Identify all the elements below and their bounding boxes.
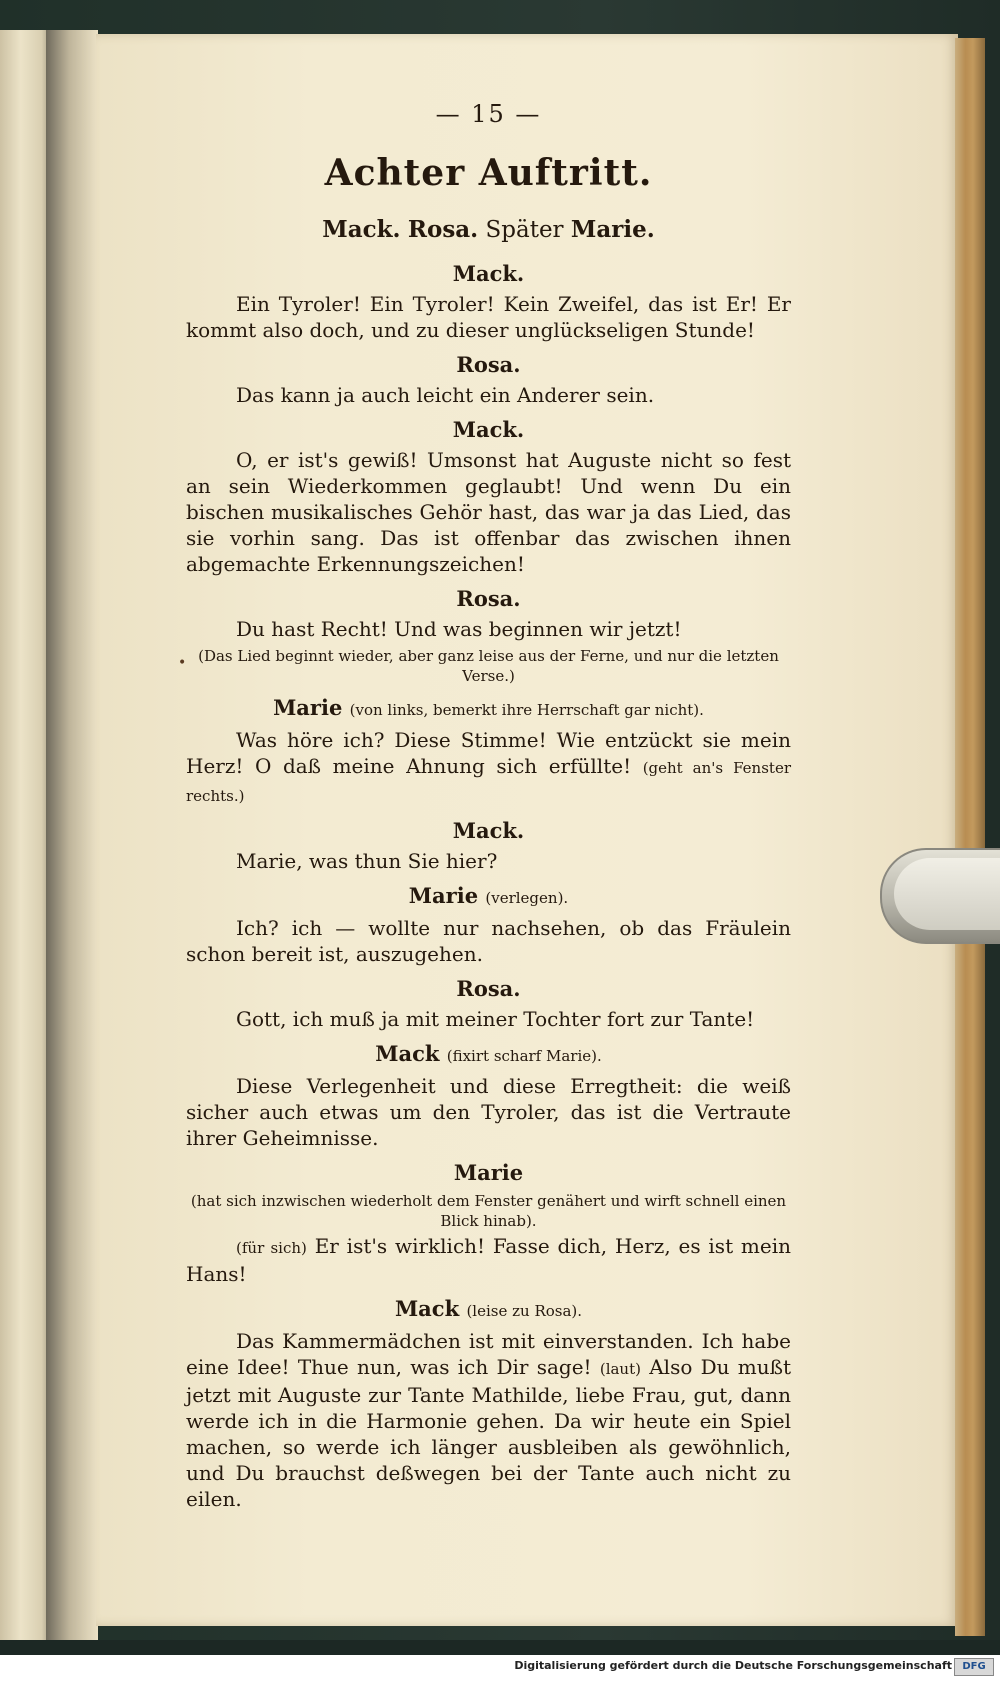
- stage-direction: (hat sich inzwischen wiederholt dem Fenster genähert und wirft schnell einen Blick hinab).: [190, 1192, 787, 1230]
- speaker-line: [186, 694, 791, 724]
- margin-mark: •: [178, 655, 187, 671]
- dialogue: [186, 252, 791, 1512]
- scanner-clip-inner: [894, 858, 1000, 930]
- speech: Du hast Recht! Und was beginnen wir jetzt!: [236, 617, 682, 641]
- speech: Diese Verlegenheit und diese Erregtheit: die weiß sicher auch etwas um den Tyroler, das ist die Vertraute ihrer Geheimnisse.: [186, 1074, 791, 1150]
- speech: Marie, was thun Sie hier?: [236, 849, 498, 873]
- speaker: Marie: [408, 883, 479, 908]
- inline-direction: (geht an's Fenster rechts.): [186, 759, 791, 805]
- speech-text: Das Kammermädchen ist mit einverstanden. Ich habe eine Idee! Thue nun, was ich Dir sage!: [186, 1329, 791, 1379]
- speech: [186, 1328, 791, 1512]
- book-gutter: [46, 30, 98, 1640]
- cast-name: Mack.: [322, 216, 401, 243]
- speaker: Mack: [375, 1041, 440, 1066]
- cast-name: Marie.: [570, 216, 655, 243]
- dfg-logo: DFG: [954, 1658, 994, 1676]
- speaker-line: [186, 1295, 791, 1325]
- cast-list: [186, 216, 791, 243]
- footer-credit: Digitalisierung gefördert durch die Deutsche Forschungsgemeinschaft: [514, 1659, 952, 1672]
- page-stack-edge: [955, 38, 985, 1636]
- speaker: Rosa.: [456, 352, 521, 377]
- footer-bar: [0, 1655, 1000, 1683]
- scene-title: Achter Auftritt.: [324, 152, 653, 194]
- speaker: Marie: [273, 695, 343, 720]
- speaker-line: [186, 1040, 791, 1070]
- left-page-edge: [0, 30, 52, 1640]
- speech: Das kann ja auch leicht ein Anderer sein.: [236, 383, 655, 407]
- speech: Ein Tyroler! Ein Tyroler! Kein Zweifel, das ist Er! Er kommt also doch, und zu dieser unglückseligen Stunde!: [186, 292, 791, 342]
- speech: [186, 727, 791, 809]
- speaker: Mack: [394, 1296, 460, 1321]
- speaker: Mack.: [452, 417, 525, 442]
- speech-text: Was höre ich? Diese Stimme! Wie entzückt sie mein Herz! O daß meine Ahnung sich erfüllte!: [186, 728, 791, 778]
- speaker-direction: (verlegen).: [485, 889, 569, 907]
- cast-later: Später: [485, 217, 564, 243]
- speech: [186, 1233, 791, 1287]
- speaker: Mack.: [452, 818, 525, 843]
- stage-direction: (Das Lied beginnt wieder, aber ganz leise aus der Ferne, und nur die letzten Verse.): [198, 647, 779, 685]
- speaker-direction: (von links, bemerkt ihre Herrschaft gar nicht).: [349, 701, 704, 719]
- speech: O, er ist's gewiß! Umsonst hat Auguste nicht so fest an sein Wiederkommen geglaubt! Und wenn Du ein bischen musikalisches Gehör hast, das war ja das Lied, das sie vorhin sang. Das ist offenbar das zwischen ihnen abgemachte Erkennungszeichen!: [186, 448, 791, 576]
- inline-direction: (laut): [599, 1360, 641, 1378]
- speech-text: Also Du mußt jetzt mit Auguste zur Tante Mathilde, liebe Frau, gut, dann werde ich in die Harmonie gehen. Da wir heute ein Spiel machen, so werde ich länger ausbleiben als gewöhnlich, und Du brauchst deßwegen bei der Tante auch nicht zu eilen.: [186, 1355, 792, 1511]
- cast-name: Rosa.: [407, 216, 479, 243]
- lead-direction: (für sich): [236, 1239, 307, 1257]
- speaker: Rosa.: [456, 586, 521, 611]
- speaker: Marie: [453, 1160, 524, 1185]
- speech: Gott, ich muß ja mit meiner Tochter fort zur Tante!: [236, 1007, 755, 1031]
- speaker-direction: (leise zu Rosa).: [466, 1302, 583, 1320]
- page-number: — 15 —: [435, 100, 542, 128]
- speaker: Rosa.: [456, 976, 521, 1001]
- speaker-line: [186, 882, 791, 912]
- speech-text: Er ist's wirklich! Fasse dich, Herz, es ist mein Hans!: [186, 1234, 792, 1286]
- speech: Ich? ich — wollte nur nachsehen, ob das Fräulein schon bereit ist, auszugehen.: [186, 916, 791, 966]
- speaker: Mack.: [452, 261, 525, 286]
- speaker-direction: (fixirt scharf Marie).: [446, 1047, 602, 1065]
